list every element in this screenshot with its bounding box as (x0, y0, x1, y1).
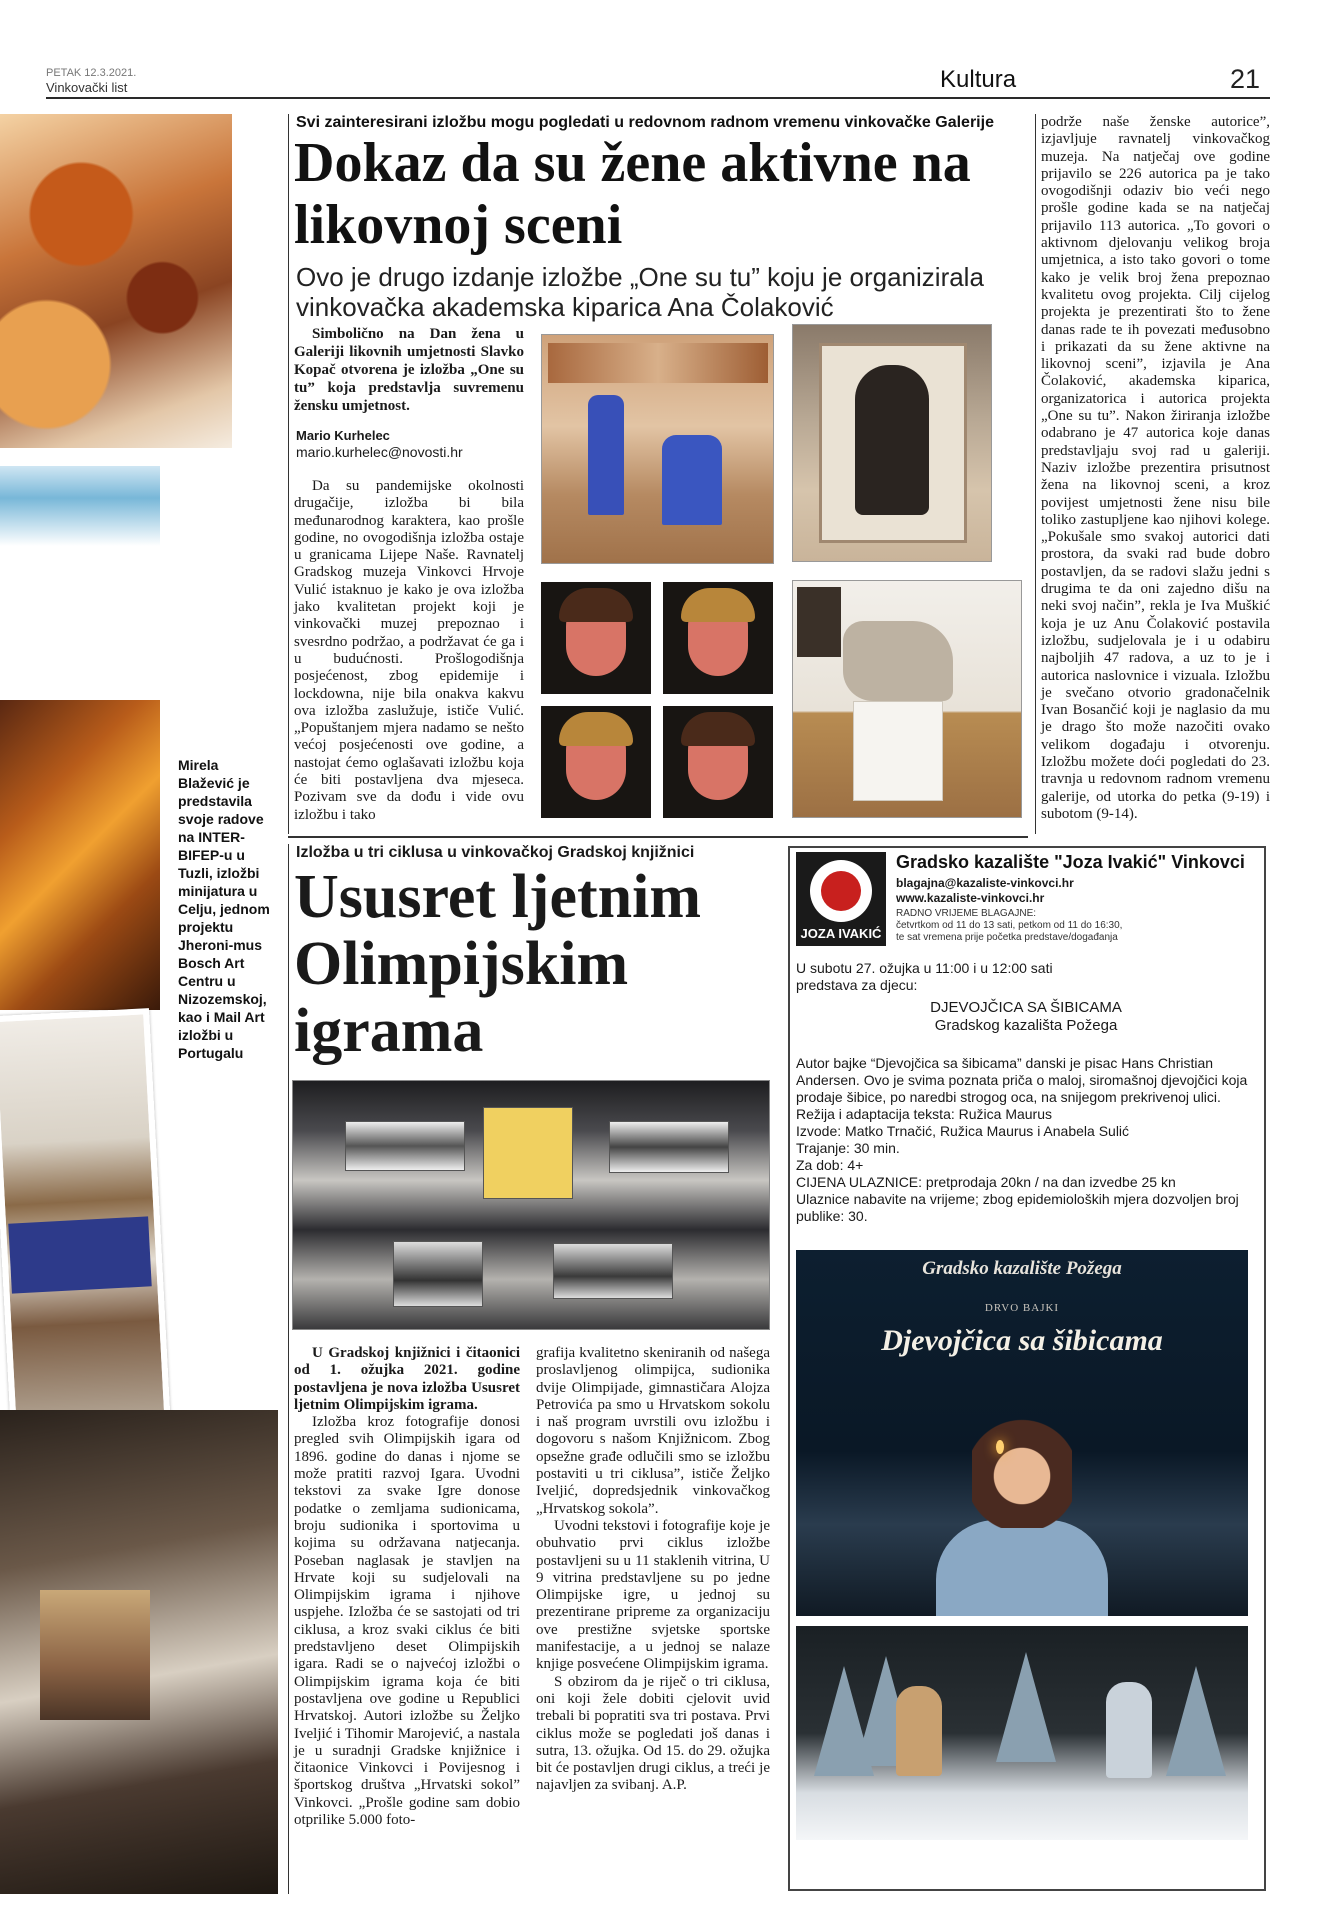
stage-tree (996, 1652, 1056, 1762)
gallery-window (797, 587, 841, 657)
section-title: Kultura (940, 66, 1017, 93)
painting-woman-figure (855, 365, 929, 515)
painting-workers-photo (541, 334, 774, 564)
ticket-price: CIJENA ULAZNICE: pretprodaja 20kn / na dan izvedbe 25 kn (796, 1174, 1176, 1190)
theatre-mask-icon (821, 871, 861, 911)
column-rule (1035, 114, 1036, 834)
show-title-block (796, 999, 1256, 1035)
poster-subtitle: DRVO BAJKI (984, 1302, 1060, 1314)
article1-author-email[interactable]: mario.kurhelec@novosti.hr (296, 444, 463, 460)
poster-girl-dress (936, 1520, 1108, 1616)
show-company: Gradskog kazališta Požega (934, 1017, 1118, 1034)
portrait-tile (663, 582, 773, 694)
painting-woman-photo (792, 324, 992, 562)
artwork-photo-orange (0, 700, 160, 1010)
portrait-tile (541, 706, 651, 818)
show-type-line: predstava za djecu: (796, 977, 918, 993)
show-title: DJEVOJČICA SA ŠIBICAMA (930, 999, 1122, 1016)
article2-signature: A.P. (661, 1777, 687, 1794)
article2-lead: U Gradskoj knjižnici i čitaonici od 1. ožujka 2021. godine postavljena je nova izložba Ususret ljetnim Olimpijskim igrama. (294, 1345, 520, 1413)
issue-date: PETAK 12.3.2021. (46, 67, 137, 79)
show-poster (796, 1250, 1248, 1616)
stage-actor (1106, 1682, 1152, 1778)
artist-portrait-figure (40, 1590, 150, 1720)
article2-headline: Ususret ljetnim Olimpijskim igrama (294, 863, 701, 1065)
page-number: 21 (1230, 64, 1261, 94)
article1-headline: Dokaz da su žene aktivne na likovnoj sceni (294, 132, 971, 256)
ticket-note: Ulaznice nabavite na vrijeme; zbog epidemioloških mjera dozvoljen broj publike: 30. (796, 1191, 1239, 1224)
match-flame-icon (996, 1440, 1004, 1454)
article2-column-2 (536, 1345, 770, 1795)
article1-subheadline: Ovo je drugo izdanje izložbe „One su tu” koju je organizirala vinkovačka akademska kiparica Ana Čolaković (296, 262, 984, 322)
article2-body: Izložba kroz fotografije donosi pregled svih Olimpijskih igara od 1896. godine do danas i njome se može pratiti razvoj Igara. Uvodni tekstovi za svake Igre donose podatke o zemljama sudionicama, broju sudionika i sportovima u kojima su održavana natjecanja. Poseban naglasak je stavljen na Hrvate koji su sudjelovali na Olimpijskim igrama i njihove uspjehe. Izložba će se sastojati od tri ciklusa, a kroz svaki ciklus će biti predstavljeno deset Olimpijskih igara. Radi se o najvećoj izložbi o Olimpijskim igrama koja će biti postavljena ove godine u Republici Hrvatskoj. Autori izložbe su Željko Iveljić i Tihomir Marojević, a nastala je u suradnji Gradske knjižnice i čitaonice Vinkovci i Povijesnog i športskog društva „Hrvatski sokol” Vinkovci. „Prošle godine sam dobio otprilike 5.000 foto- (294, 1414, 520, 1829)
article2-kicker: Izložba u tri ciklusa u vinkovačkoj Gradskoj knjižnici (296, 844, 695, 861)
exhibit-photo (345, 1121, 465, 1171)
stage-tree (1166, 1666, 1226, 1776)
portrait-series-photo (541, 582, 774, 820)
theatre-email[interactable]: blagajna@kazaliste-vinkovci.hr (896, 876, 1074, 890)
theatre-name: Gradsko kazalište "Joza Ivakić" Vinkovci (896, 852, 1245, 872)
show-direction: Režija i adaptacija teksta: Ružica Maurus (796, 1106, 1053, 1122)
portrait-tile (541, 582, 651, 694)
exhibit-poster (483, 1107, 573, 1199)
painting-worker-figure (662, 435, 722, 525)
painting-beam (548, 343, 768, 383)
box-office-hours-heading: RADNO VRIJEME BLAGAJNE: (896, 908, 1037, 919)
box-office-hours-line: četvrtkom od 11 do 13 sati, petkom od 11 do 16:30, (896, 920, 1123, 931)
article1-author: Mario Kurhelec (296, 428, 390, 443)
column-rule (288, 114, 289, 834)
show-age: Za dob: 4+ (796, 1157, 864, 1173)
stage-actor (896, 1686, 942, 1776)
olympic-exhibition-photo (292, 1080, 770, 1330)
newspaper-name: Vinkovački list (46, 80, 128, 95)
exhibit-photo (609, 1121, 729, 1173)
article1-lead: Simbolično na Dan žena u Galeriji likovnih umjetnosti Slavko Kopač otvorena je izložba „One su tu” koja predstavlja suvremenu žensku umjetnost. (294, 326, 524, 414)
stage-scene-photo (796, 1626, 1248, 1840)
poster-company: Gradsko kazalište Požega (922, 1258, 1122, 1279)
show-duration: Trajanje: 30 min. (796, 1140, 900, 1156)
show-date-line: U subotu 27. ožujka u 11:00 i u 12:00 sati (796, 960, 1053, 976)
show-date (796, 960, 1256, 994)
poster-title: Djevojčica sa šibicama (881, 1324, 1163, 1357)
theatre-logo-text: JOZA IVAKIĆ (800, 926, 882, 941)
article2-paragraph: S obzirom da je riječ o tri ciklusa, oni koji žele dobiti cjelovit uvid trebali bi popratiti sva tri postava. Prvi ciklus može se pogledati još danas i sutra, 13. ožujka. Od 15. do 29. ožujka bit će postavljen drugi ciklus, a treći je najavljen za svibanj. A.P. (536, 1673, 770, 1794)
article1-kicker: Svi zainteresirani izložbu mogu pogledati u redovnom radnom vremenu vinkovačke Galerije (296, 114, 994, 131)
exhibit-photo (393, 1241, 483, 1307)
artwork-photo-blue (0, 466, 160, 546)
article2-column-1 (294, 1345, 520, 1829)
article2-paragraph: grafija kvalitetno skeniranih od našega proslavljenog olimpijca, sudionika dvije Olimpijade, gimnastičara Alojza Petrovića pa smo u Hrvatskom sokolu i naš program uvrstili ovu izložbu i dogovoru s našom Knjižnicom. Zbog opsežne građe odlučili smo se izložbu postaviti u tri ciklusa”, ističe Željko Iveljić, dopredsjednik vinkovačkog „Hrvatskog sokola”. (536, 1345, 770, 1517)
box-office-hours-line: te sat vremena prije početka predstave/događanja (896, 932, 1118, 943)
poster-girl-figure (972, 1398, 1072, 1528)
article1-body-left: Da su pandemijske okolnosti drugačije, izložba bi bila međunarodnog karaktera, kao prošle godine, no ovogodišnja izložba ostaje u granicama Lijepe Naše. Ravnatelj Gradskog muzeja Vinkovci Hrvoje Vulić istaknuo je kako je ova izložba jako kvalitetan projekt koji je vinkovački muzej prepoznao i svesrdno podržao, a podržavat će ga i u budućnosti. Prošlogodišnja posjećenost, zbog epidemije i lockdowna, nije bila onakva kakvu ova izložba zaslužuje, ističe Vulić. „Popuštanjem mjera nadamo se nešto većoj posjećenosti ove godine, a nastojat ćemo oglašavati izložbu koja će biti postavljena dva mjeseca. Pozivam sve da dođu i vide ovu izložbu i tako (294, 478, 524, 823)
header-rule (46, 97, 1270, 99)
theatre-website[interactable]: www.kazaliste-vinkovci.hr (896, 891, 1045, 905)
studio-blue-cloth (8, 1216, 151, 1293)
theatre-logo (796, 852, 886, 946)
box-office-hours (896, 920, 1266, 944)
painting-worker-figure (588, 395, 624, 515)
show-cast: Izvode: Matko Trnačić, Ružica Maurus i Anabela Sulić (796, 1123, 1130, 1139)
sculpture-gallery-photo (792, 580, 1022, 818)
artwork-photo-abstract (0, 114, 232, 448)
article1-body-right: podrže naše ženske autorice”, izjavljuje ravnatelj vinkovačkog muzeja. Na natječaj ove godine prijavilo se 226 autorica pa je tako ovogodišnji odaziv bio veći nego prošle godine kada se na natječaj prijavilo 113 autorica. „To govori o aktivnom djelovanju velikog broja umjetnica, a isto tako govori o tome kako je velik broj žena prepoznao kvalitetu ovog projekta. Cilj cijelog projekta je prezentirati što to žene danas rade te ih povezati međusobno i prikazati da su žene aktivne na likovnoj sceni”, izjavila je Ana Čolaković, akademska kiparica, organizatorica i autorica projekta „One su tu”. Nakon žiriranja izložbe odabrano je 47 autorica koje danas predstavljaju svoj rad u galeriji. Naziv izložbe prezentira prisutnost žena na likovnoj sceni, a kroz povijest umjetnosti žene nisu bile toliko zastupljene kao njihovi kolege. „Pokušale smo svakoj autorici dati prostora, da svaki rad bude dobro postavljen, da se radovi slažu jedni s drugima te da oni zajedno dišu na neki svoj način”, rekla je Iva Muškić koja je uz Anu Čolaković postavila izložbu, sudjelovala je i u odabiru najboljih 47 radova, a uz to je i autorica naslovnice i vizuala. Izložbu je svečano otvorio gradonačelnik Ivan Bosančić koji je naglasio da mu je drago što može nazočiti ovako velikom događaju i otvorenju. Izložbu možete doći pogledati do 23. travnja u redovnom radnom vremenu galerije, od utorka do petka (9-19) i subotom (9-14). (1041, 114, 1270, 822)
photo-caption: Mirela Blažević je predstavila svoje radove na INTER-BIFEP-u u Tuzli, izložbi minijatura u Celju, jednom projektu Jheroni-mus Bosch Art Centru u Nizozemskoj, kao i Mail Art izložbi u Portugalu (178, 757, 270, 1061)
pedestal (853, 701, 943, 801)
exhibit-photo (553, 1243, 673, 1299)
show-synopsis: Autor bajke “Djevojčica sa šibicama” danski je pisac Hans Christian Andersen. Ovo je svima poznata priča o maloj, siromašnoj djevojčici koja prodaje šibice, po naredbi strogog oca, na snijegom prekrivenoj ulici. (796, 1055, 1248, 1105)
section-divider (288, 836, 1028, 838)
article2-paragraph: Uvodni tekstovi i fotografije koje je obuhvatio prvi ciklus izložbe postavljeni su u 11 staklenih vitrina, U 9 vitrina predstavljene su po jedne Olimpijske igre, u jednoj su prezentirane pripreme za organizaciju ove prestižne svjetske sportske manifestacije, a u jednoj se nalaze knjige posvećene Olimpijskim igrama. (536, 1517, 770, 1673)
show-description (796, 1055, 1256, 1225)
portrait-tile (663, 706, 773, 818)
sculpture (843, 621, 953, 701)
column-rule (288, 844, 289, 1894)
